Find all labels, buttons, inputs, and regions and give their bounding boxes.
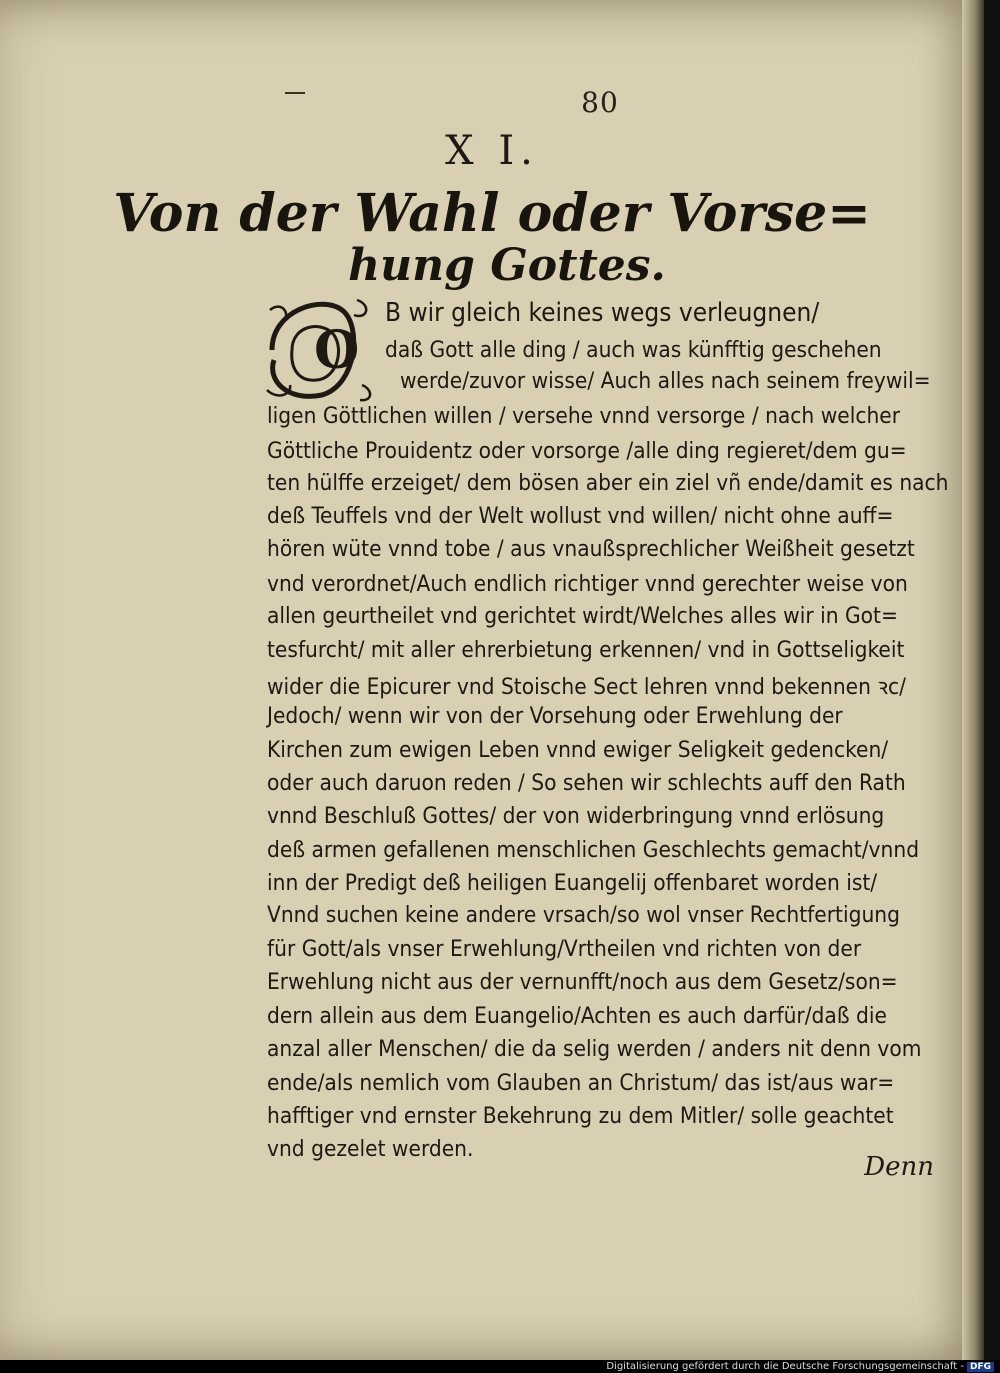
text-line: anzal aller Menschen/ die da selig werden / anders nit denn vom [267, 1036, 922, 1062]
text-line: hören wüte vnnd tobe / aus vnaußsprechlicher Weißheit gesetzt [267, 536, 915, 562]
chapter-title-line-2: hung Gottes. [348, 240, 666, 291]
text-line: deß Teuffels vnd der Welt wollust vnd willen/ nicht ohne auff= [267, 503, 894, 529]
text-line: vnnd Beschluß Gottes/ der von widerbringung vnnd erlösung [267, 803, 885, 829]
catchword: Denn [864, 1152, 934, 1182]
text-line: werde/zuvor wisse/ Auch alles nach seinem freywil= [400, 368, 931, 394]
text-line: Göttliche Prouidentz oder vorsorge /alle ding regieret/dem gu= [267, 438, 907, 464]
chapter-title-line-1: Von der Wahl oder Vorse= [113, 183, 871, 244]
dfg-logo: DFG [967, 1362, 994, 1372]
initial-letter: O [314, 320, 360, 381]
footer-text: Digitalisierung gefördert durch die Deutsche Forschungsgemeinschaft - [606, 1361, 964, 1372]
text-line: daß Gott alle ding / auch was künfftig geschehen [385, 337, 882, 363]
text-line: inn der Predigt deß heiligen Euangelij offenbaret worden ist/ [267, 870, 878, 896]
footer-bar [0, 1360, 1000, 1373]
text-line: hafftiger vnd ernster Bekehrung zu dem Mitler/ solle geachtet [267, 1103, 894, 1129]
text-line: vnd verordnet/Auch endlich richtiger vnnd gerechter weise von [267, 571, 908, 597]
text-line: dern allein aus dem Euangelio/Achten es auch darfür/daß die [267, 1003, 887, 1029]
text-line: deß armen gefallenen menschlichen Geschlechts gemacht/vnnd [267, 837, 920, 863]
page-number: 80 [581, 86, 619, 119]
text-line: Jedoch/ wenn wir von der Vorsehung oder Erwehlung der [267, 703, 843, 729]
ornament-dash [285, 92, 305, 94]
text-line: Kirchen zum ewigen Leben vnnd ewiger Seligkeit gedencken/ [267, 737, 889, 763]
text-line: oder auch daruon reden / So sehen wir schlechts auff den Rath [267, 770, 906, 796]
text-line: tesfurcht/ mit aller ehrerbietung erkennen/ vnd in Gottseligkeit [267, 637, 905, 663]
text-line: wider die Epicurer vnd Stoische Sect lehren vnnd bekennen ꝛc/ [267, 674, 906, 700]
text-line: Vnnd suchen keine andere vrsach/so wol vnser Rechtfertigung [267, 902, 900, 928]
text-line: vnd gezelet werden. [267, 1136, 474, 1162]
text-line: ligen Göttlichen willen / versehe vnnd versorge / nach welcher [267, 403, 901, 429]
text-line: Erwehlung nicht aus der vernunfft/noch aus dem Gesetz/son= [267, 969, 898, 995]
chapter-number: X I. [445, 128, 539, 174]
text-line: für Gott/als vnser Erwehlung/Vrtheilen vnd richten von der [267, 936, 862, 962]
text-line: ende/als nemlich vom Glauben an Christum/ das ist/aus war= [267, 1070, 895, 1096]
decorated-initial-icon [262, 290, 380, 408]
text-line: allen geurtheilet vnd gerichtet wirdt/Welches alles wir in Got= [267, 603, 898, 629]
text-line: B wir gleich keines wegs verleugnen/ [385, 298, 820, 328]
text-line: ten hülffe erzeiget/ dem bösen aber ein ziel vñ ende/damit es nach [267, 470, 949, 496]
